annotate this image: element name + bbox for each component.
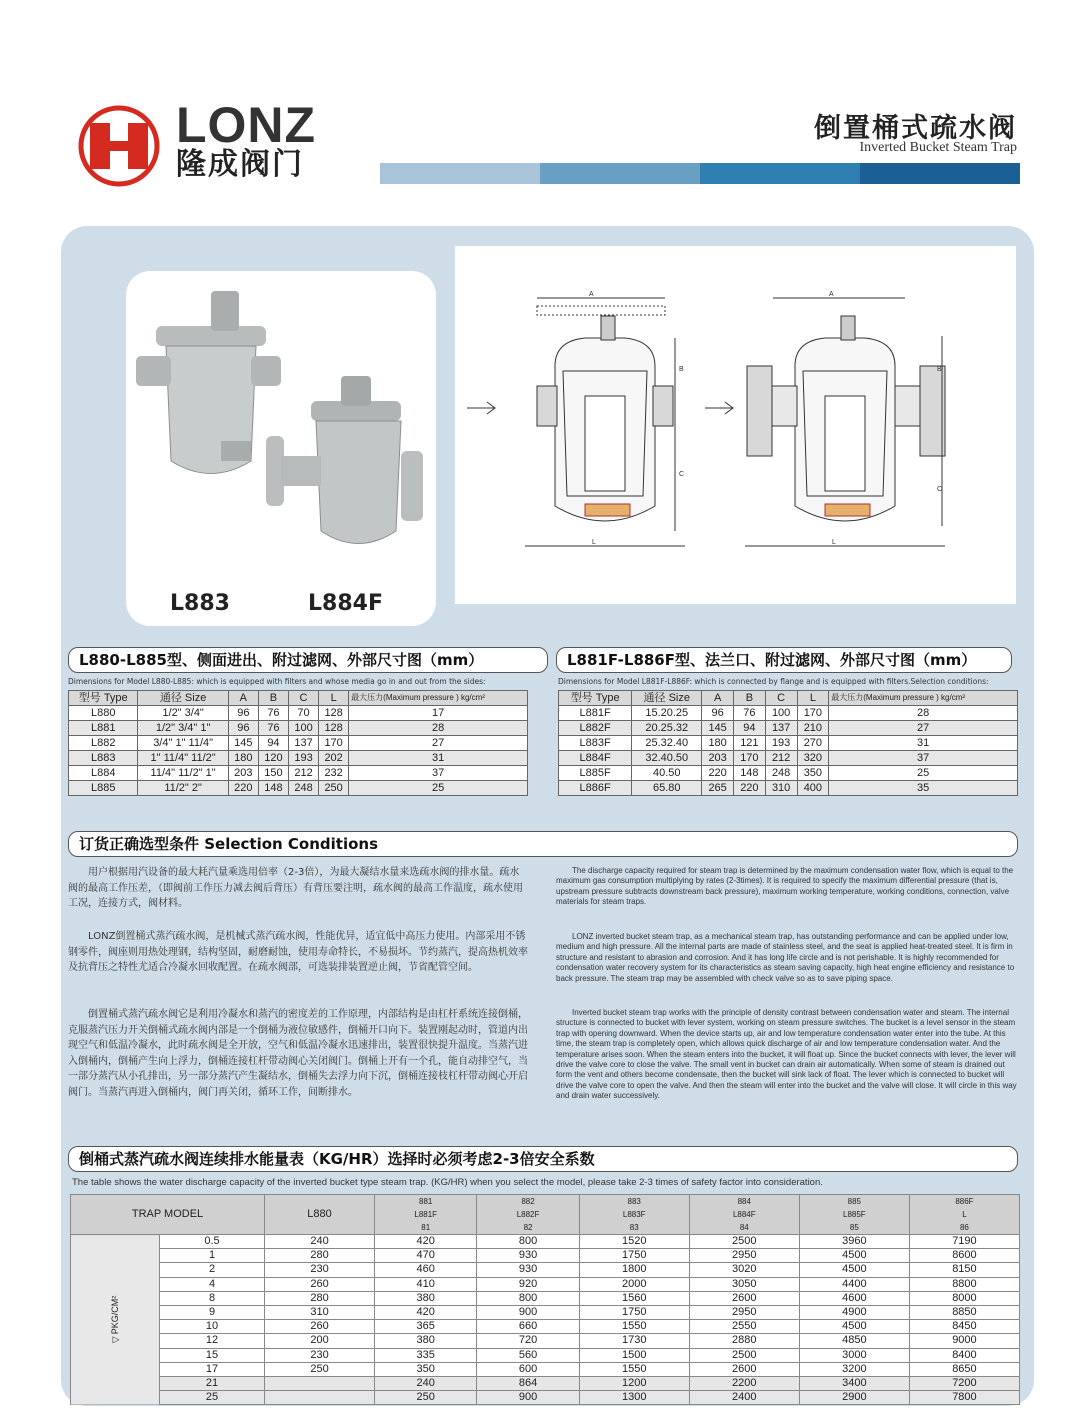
header-color-stripe <box>380 163 1020 184</box>
table-cell: 1730 <box>579 1334 689 1348</box>
table-cell: 230 <box>265 1263 375 1277</box>
table-row <box>69 766 528 781</box>
model-column-line: L883F <box>622 1210 646 1219</box>
page-title: 倒置桶式疏水阀 <box>814 113 1017 144</box>
table-cell: 8150 <box>909 1263 1019 1277</box>
table-row <box>559 736 1018 751</box>
table-row <box>71 1249 1020 1263</box>
table-cell: 128 <box>319 706 349 721</box>
table-row <box>71 1362 1020 1376</box>
table-cell: 121 <box>734 736 766 751</box>
table-row <box>71 1320 1020 1334</box>
table-cell: L882F <box>559 721 632 736</box>
model-column-header <box>799 1195 909 1235</box>
table-cell: 720 <box>477 1334 579 1348</box>
table-cell: 800 <box>477 1235 579 1249</box>
table-cell: 420 <box>375 1305 477 1319</box>
model-column-line: 86 <box>959 1223 969 1232</box>
table-cell: 193 <box>765 736 797 751</box>
table-cell: 400 <box>797 781 829 796</box>
table-cell: 4850 <box>799 1334 909 1348</box>
table-cell: 380 <box>375 1334 477 1348</box>
product-photo-image <box>126 271 436 571</box>
trap-model-header: TRAP MODEL <box>71 1195 265 1235</box>
table-cell: 2500 <box>689 1348 799 1362</box>
table-cell: 4400 <box>799 1277 909 1291</box>
table-cell: 1520 <box>579 1235 689 1249</box>
table-cell: 15.20.25 <box>632 706 702 721</box>
table-header-cell: A <box>702 691 734 706</box>
model-column-line: L884F <box>732 1210 756 1219</box>
table-header-cell: A <box>228 691 258 706</box>
table-cell: 96 <box>702 706 734 721</box>
table-cell: 28 <box>829 706 1018 721</box>
model-column-line: L885F <box>843 1210 866 1219</box>
table-cell: 4500 <box>799 1320 909 1334</box>
table-cell: 21 <box>160 1376 265 1390</box>
table-cell: 11/4" 11/2" 1" <box>138 766 228 781</box>
table-cell: 9 <box>160 1305 265 1319</box>
table-cell: 420 <box>375 1235 477 1249</box>
table-cell: 27 <box>349 736 528 751</box>
table-cell: 1560 <box>579 1291 689 1305</box>
table-cell: 148 <box>258 781 288 796</box>
table-cell: 250 <box>375 1391 477 1405</box>
page-subtitle: Inverted Bucket Steam Trap <box>859 140 1017 155</box>
table-cell: 350 <box>375 1362 477 1376</box>
model-column-line: L881F <box>414 1210 438 1219</box>
table-cell: 265 <box>702 781 734 796</box>
table-header-cell: B <box>258 691 288 706</box>
model-column-line: L <box>962 1210 967 1219</box>
table-cell: 270 <box>797 736 829 751</box>
table-cell: 145 <box>228 736 258 751</box>
table-cell: 1550 <box>579 1362 689 1376</box>
pressure-axis-label: ◁PKG/CM² <box>71 1235 160 1405</box>
table-cell: 76 <box>258 721 288 736</box>
table-cell: 10 <box>160 1320 265 1334</box>
table-cell: 1/2" 3/4" 1" <box>138 721 228 736</box>
side-table-note: Dimensions for Model L880-L885: which is equipped with filters and whose media go in and out from the sides: <box>68 677 486 686</box>
model-column-line: 882 <box>521 1197 535 1206</box>
table-row <box>71 1376 1020 1390</box>
table-cell: 320 <box>797 751 829 766</box>
table-cell: 2880 <box>689 1334 799 1348</box>
table-cell: 8400 <box>909 1348 1019 1362</box>
table-cell: 202 <box>319 751 349 766</box>
table-cell: 150 <box>258 766 288 781</box>
table-header-cell: C <box>288 691 318 706</box>
model-column-header <box>477 1195 579 1235</box>
dim-label-a: A <box>829 291 834 298</box>
table-cell: L885F <box>559 766 632 781</box>
table-row <box>69 736 528 751</box>
table-cell: 25 <box>349 781 528 796</box>
table-row <box>69 751 528 766</box>
table-cell: L885 <box>69 781 138 796</box>
table-cell: 25 <box>160 1391 265 1405</box>
model-column-header <box>375 1195 477 1235</box>
table-cell <box>265 1391 375 1405</box>
table-cell: 170 <box>797 706 829 721</box>
table-cell: 2900 <box>799 1391 909 1405</box>
model-column-line: 885 <box>847 1197 862 1206</box>
table-cell: 3/4" 1" 11/4" <box>138 736 228 751</box>
table-cell: 930 <box>477 1263 579 1277</box>
table-cell: 3020 <box>689 1263 799 1277</box>
capacity-table <box>70 1194 1020 1405</box>
table-cell: 280 <box>265 1291 375 1305</box>
table-header-cell: 通径 Size <box>632 691 702 706</box>
table-cell: 250 <box>265 1362 375 1376</box>
model-column-line: 886F <box>955 1197 974 1206</box>
table-cell: 380 <box>375 1291 477 1305</box>
table-cell: 232 <box>319 766 349 781</box>
model-column-header <box>579 1195 689 1235</box>
photo-caption-l884f: L884F <box>308 591 383 616</box>
table-cell: 210 <box>797 721 829 736</box>
table-row <box>559 781 1018 796</box>
selection-cn-paragraph: 倒置桶式蒸汽疏水阀它是利用冷凝水和蒸汽的密度差的工作原理，内部结构是由杠杆系统连接倒桶，克服蒸汽压力开关倒桶式疏水阀内部是一个倒桶为液位敏感件，倒桶开口向下。装置刚起动时，管道内出现空气和低温冷凝水，此时疏水阀是全开放，空气和低温冷凝水迅速排出，装置很快提升温度。当蒸汽进入倒桶内，倒桶产生向上浮力，倒桶连接杠杆带动阀心关闭阀门。倒桶上开有一个孔，能自动排空气，当一部分蒸汽从小孔排出，另一部分蒸汽产生凝结水，倒桶失去浮力向下沉，倒桶连接枝杠杆带动阀心开启阀门。当蒸汽再进入倒桶内，阀门再关闭，循环工作，间断排水。 <box>68 1009 528 1098</box>
table-header-cell: C <box>765 691 797 706</box>
table-cell: 660 <box>477 1320 579 1334</box>
table-cell: 4500 <box>799 1263 909 1277</box>
dim-label-c: C <box>679 471 685 478</box>
side-dimension-table <box>68 690 528 796</box>
table-cell: 8000 <box>909 1291 1019 1305</box>
table-cell: 470 <box>375 1249 477 1263</box>
table-cell: L883F <box>559 736 632 751</box>
table-cell: 7800 <box>909 1391 1019 1405</box>
table-cell: 2000 <box>579 1277 689 1291</box>
dim-label-l: L <box>832 539 836 546</box>
table-row <box>71 1391 1020 1405</box>
model-column-header <box>909 1195 1019 1235</box>
table-cell: 8450 <box>909 1320 1019 1334</box>
table-cell: 1750 <box>579 1305 689 1319</box>
table-cell: 600 <box>477 1362 579 1376</box>
table-cell: 2600 <box>689 1291 799 1305</box>
table-cell: 250 <box>319 781 349 796</box>
table-cell: 180 <box>228 751 258 766</box>
dim-label-l: L <box>592 539 596 546</box>
table-cell: 27 <box>829 721 1018 736</box>
table-row <box>71 1348 1020 1362</box>
table-cell: 560 <box>477 1348 579 1362</box>
selection-cn-paragraph: LONZ倒置桶式蒸汽疏水阀，是机械式蒸汽疏水阀，性能优异，适宜低中高压力使用。内部采用不锈钢零件，阀座则用热处理钢，结构坚固，耐磨耐蚀，使用寿命特长，不易损坏。节约蒸汽，提高热机效率及抗背压之特性尤适合冷凝水回收配置。在疏水阀部，可选装排装置逆止阀，节省配管空间。 <box>68 931 528 973</box>
table-cell: 3960 <box>799 1235 909 1249</box>
table-header-cell: 型号 Type <box>559 691 632 706</box>
table-cell: 28 <box>349 721 528 736</box>
table-cell: 864 <box>477 1376 579 1390</box>
table-cell: 96 <box>228 706 258 721</box>
table-cell: L881 <box>69 721 138 736</box>
table-cell: 310 <box>265 1305 375 1319</box>
table-cell: 170 <box>734 751 766 766</box>
table-cell: 170 <box>319 736 349 751</box>
capacity-note: The table shows the water discharge capacity of the inverted bucket type steam trap. (KG/HR) when you select the model, please take 2-3 times of safety factor into consideration. <box>72 1177 823 1188</box>
brand-logo-icon <box>78 105 160 187</box>
table-cell: 230 <box>265 1348 375 1362</box>
table-cell: 180 <box>702 736 734 751</box>
selection-title: 订货正确选型条件 Selection Conditions <box>68 831 1018 857</box>
table-cell: 1500 <box>579 1348 689 1362</box>
table-row <box>559 721 1018 736</box>
selection-en-paragraph: Inverted bucket steam trap works with the principle of density contrast between condensation water and steam. The internal structure is connected to bucket with lever system, working on steam pressure switches. The bucket is a level sensor in the steam trap with opening downward. When the device starts up, air and low temperature condensation water enter into the tube. At this time, the steam trap is completely open, which allows quick discharge of air and low temperature condensation water. And the temperature arises soon. When the steam enters into the bucket, it will float up. Since the bucket connects with lever, the lever will drive the valve core to close the valve. The small vent in bucket can drain air automatically. When some of steam is drained out form the vent and others become condensate, then the bucket will sink lack of float. The lever which is connected to bucket will drive the valve core to open the valve. And then the steam will enter into the bucket and the valve will close. It will circle in this way and drain water successively. <box>556 1008 1017 1101</box>
table-cell: 920 <box>477 1277 579 1291</box>
table-cell: 65.80 <box>632 781 702 796</box>
table-cell: 2200 <box>689 1376 799 1390</box>
table-cell: 4 <box>160 1277 265 1291</box>
selection-cn-paragraph: 用户根据用汽设备的最大耗汽量乘选用倍率（2-3倍），为最大凝结水量来选疏水阀的排水量。疏水阀的最高工作压差，（即阀前工作压力减去阀后背压）有背压要注明，疏水阀的最高工作温度，疏水使用工况，连接方式，阀材料。 <box>68 867 523 909</box>
table-cell: 2500 <box>689 1235 799 1249</box>
table-cell: 8 <box>160 1291 265 1305</box>
table-cell: 260 <box>265 1277 375 1291</box>
table-header-cell: B <box>734 691 766 706</box>
table-header-cell: 最大压力(Maximum pressure ) kg/cm² <box>829 691 1018 706</box>
table-cell: 25.32.40 <box>632 736 702 751</box>
dim-label-b: B <box>679 366 684 373</box>
table-cell: 220 <box>228 781 258 796</box>
table-cell: 100 <box>288 721 318 736</box>
table-cell: 17 <box>160 1362 265 1376</box>
table-header-cell: 型号 Type <box>69 691 138 706</box>
table-cell: L881F <box>559 706 632 721</box>
table-cell: 240 <box>375 1376 477 1390</box>
table-cell: 8800 <box>909 1277 1019 1291</box>
table-row <box>71 1305 1020 1319</box>
table-cell: 94 <box>734 721 766 736</box>
table-cell: 350 <box>797 766 829 781</box>
table-cell: 2 <box>160 1263 265 1277</box>
table-cell: 1/2" 3/4" <box>138 706 228 721</box>
side-table-title: L880-L885型、侧面进出、附过滤网、外部尺寸图（mm） <box>68 647 548 673</box>
table-row <box>71 1291 1020 1305</box>
model-column-header <box>689 1195 799 1235</box>
table-header-cell: L <box>797 691 829 706</box>
table-cell: 76 <box>258 706 288 721</box>
table-cell: 1550 <box>579 1320 689 1334</box>
table-cell: 4600 <box>799 1291 909 1305</box>
table-cell: 8650 <box>909 1362 1019 1376</box>
table-cell: 70 <box>288 706 318 721</box>
table-cell: 800 <box>477 1291 579 1305</box>
table-cell: 1300 <box>579 1391 689 1405</box>
cross-section-diagram <box>455 246 1016 604</box>
table-cell: 2400 <box>689 1391 799 1405</box>
table-cell: 31 <box>349 751 528 766</box>
table-cell: 128 <box>319 721 349 736</box>
table-cell: 40.50 <box>632 766 702 781</box>
table-cell: 900 <box>477 1305 579 1319</box>
table-cell: 17 <box>349 706 528 721</box>
table-cell: L882 <box>69 736 138 751</box>
table-cell: 9000 <box>909 1334 1019 1348</box>
model-column-line: 82 <box>523 1223 533 1232</box>
model-column-line: 881 <box>419 1197 433 1206</box>
table-cell: 37 <box>349 766 528 781</box>
model-column-line: 84 <box>739 1223 749 1232</box>
table-row <box>559 706 1018 721</box>
table-cell: 2950 <box>689 1249 799 1263</box>
model-column-line: 83 <box>629 1223 639 1232</box>
table-row <box>71 1235 1020 1249</box>
model-column-line: 85 <box>849 1223 859 1232</box>
table-cell: 1750 <box>579 1249 689 1263</box>
selection-en-paragraph: LONZ inverted bucket steam trap, as a mechanical steam trap, has outstanding performance and can be applied under low, medium and high pressure. All the internal parts are made of stainless steel, and the seat is applied heat-treated steel. It is firm in structure and resistant to abrasion and corrosion. And it has long life circle and is not perishable. It is highly recommended for condensation water recovery system for its characteristics as steam saving capacity, high heat engine efficiency and resistance to back pressure. The steam trap may be assembled with check valve so as to save piping space. <box>556 932 1015 983</box>
table-cell: L884F <box>559 751 632 766</box>
table-cell: 1 <box>160 1249 265 1263</box>
table-cell: 7200 <box>909 1376 1019 1390</box>
table-row <box>559 751 1018 766</box>
table-cell: 137 <box>765 721 797 736</box>
table-cell: 260 <box>265 1320 375 1334</box>
table-cell: 8850 <box>909 1305 1019 1319</box>
table-cell: L886F <box>559 781 632 796</box>
table-cell: 148 <box>734 766 766 781</box>
model-column-line: 883 <box>627 1197 641 1206</box>
brand-name: LONZ <box>176 97 317 153</box>
table-cell: 4500 <box>799 1249 909 1263</box>
table-cell: 31 <box>829 736 1018 751</box>
table-cell: 137 <box>288 736 318 751</box>
table-cell: 240 <box>265 1235 375 1249</box>
table-cell: 12 <box>160 1334 265 1348</box>
table-cell: 8600 <box>909 1249 1019 1263</box>
table-cell: 200 <box>265 1334 375 1348</box>
table-cell: 37 <box>829 751 1018 766</box>
table-cell: 410 <box>375 1277 477 1291</box>
table-cell: 220 <box>734 781 766 796</box>
table-cell: 460 <box>375 1263 477 1277</box>
table-cell: 35 <box>829 781 1018 796</box>
table-cell: 203 <box>702 751 734 766</box>
table-cell <box>265 1376 375 1390</box>
product-photo-box <box>126 271 436 626</box>
table-cell: 25 <box>829 766 1018 781</box>
table-cell: 4900 <box>799 1305 909 1319</box>
table-cell: 145 <box>702 721 734 736</box>
technical-drawing <box>455 246 1016 604</box>
table-cell: 212 <box>288 766 318 781</box>
table-cell: 1800 <box>579 1263 689 1277</box>
table-row <box>71 1277 1020 1291</box>
table-cell: L880 <box>69 706 138 721</box>
table-cell: 3050 <box>689 1277 799 1291</box>
model-column-line: 81 <box>421 1223 431 1232</box>
flange-table-title: L881F-L886F型、法兰口、附过滤网、外部尺寸图（mm） <box>556 647 1012 673</box>
table-cell: 96 <box>228 721 258 736</box>
table-row <box>69 721 528 736</box>
table-cell: 365 <box>375 1320 477 1334</box>
table-cell: 212 <box>765 751 797 766</box>
table-cell: 120 <box>258 751 288 766</box>
table-cell: 3200 <box>799 1362 909 1376</box>
table-cell: 2950 <box>689 1305 799 1319</box>
table-cell: 15 <box>160 1348 265 1362</box>
table-cell: 248 <box>288 781 318 796</box>
brand-name-cn: 隆成阀门 <box>176 147 304 182</box>
table-cell: 203 <box>228 766 258 781</box>
table-cell: 0.5 <box>160 1235 265 1249</box>
table-cell: 900 <box>477 1391 579 1405</box>
table-cell: 1200 <box>579 1376 689 1390</box>
table-header-cell: 最大压力(Maximum pressure ) kg/cm² <box>349 691 528 706</box>
model-column-line: L882F <box>516 1210 540 1219</box>
table-row <box>69 781 528 796</box>
table-cell: 2600 <box>689 1362 799 1376</box>
table-row <box>69 706 528 721</box>
table-cell: 930 <box>477 1249 579 1263</box>
capacity-title: 倒桶式蒸汽疏水阀连续排水能量表（KG/HR）选择时必须考虑2-3倍安全系数 <box>68 1146 1018 1172</box>
table-cell: 3000 <box>799 1348 909 1362</box>
flange-dimension-table <box>558 690 1018 796</box>
table-cell: 280 <box>265 1249 375 1263</box>
table-cell: 94 <box>258 736 288 751</box>
table-cell: 220 <box>702 766 734 781</box>
table-row <box>71 1334 1020 1348</box>
table-row <box>71 1263 1020 1277</box>
dim-label-a: A <box>589 291 594 298</box>
model-column-line: 884 <box>737 1197 751 1206</box>
table-header-cell: L <box>319 691 349 706</box>
table-cell: 76 <box>734 706 766 721</box>
table-cell: 1" 11/4" 11/2" <box>138 751 228 766</box>
table-cell: 100 <box>765 706 797 721</box>
dim-label-c: C <box>937 486 943 493</box>
selection-en-paragraph: The discharge capacity required for steam trap is determined by the maximum condensation water flow, which is equal to the maximum gas consumption multiplying by rates (2-3times). It is required to specify the maximum differential pressure (that is, upstream pressure subtracts downstream back pressure), maximum working temperature, working conditions, connection, valve materials for steam traps. <box>556 866 1014 907</box>
photo-caption-l883: L883 <box>170 591 230 616</box>
table-cell: 310 <box>765 781 797 796</box>
flange-table-note: Dimensions for Model L881F-L886F: which is connected by flange and is equipped with filters.Selection conditions: <box>558 677 989 686</box>
table-cell: 32.40.50 <box>632 751 702 766</box>
table-cell: 3400 <box>799 1376 909 1390</box>
dim-label-b: B <box>937 366 942 373</box>
table-cell: 7190 <box>909 1235 1019 1249</box>
table-cell: 20.25.32 <box>632 721 702 736</box>
table-cell: 193 <box>288 751 318 766</box>
table-row <box>559 766 1018 781</box>
table-cell: 335 <box>375 1348 477 1362</box>
model-column-header: L880 <box>265 1195 375 1235</box>
table-cell: 248 <box>765 766 797 781</box>
table-cell: L884 <box>69 766 138 781</box>
table-cell: 11/2" 2" <box>138 781 228 796</box>
table-cell: 2550 <box>689 1320 799 1334</box>
table-cell: L883 <box>69 751 138 766</box>
table-header-cell: 通径 Size <box>138 691 228 706</box>
